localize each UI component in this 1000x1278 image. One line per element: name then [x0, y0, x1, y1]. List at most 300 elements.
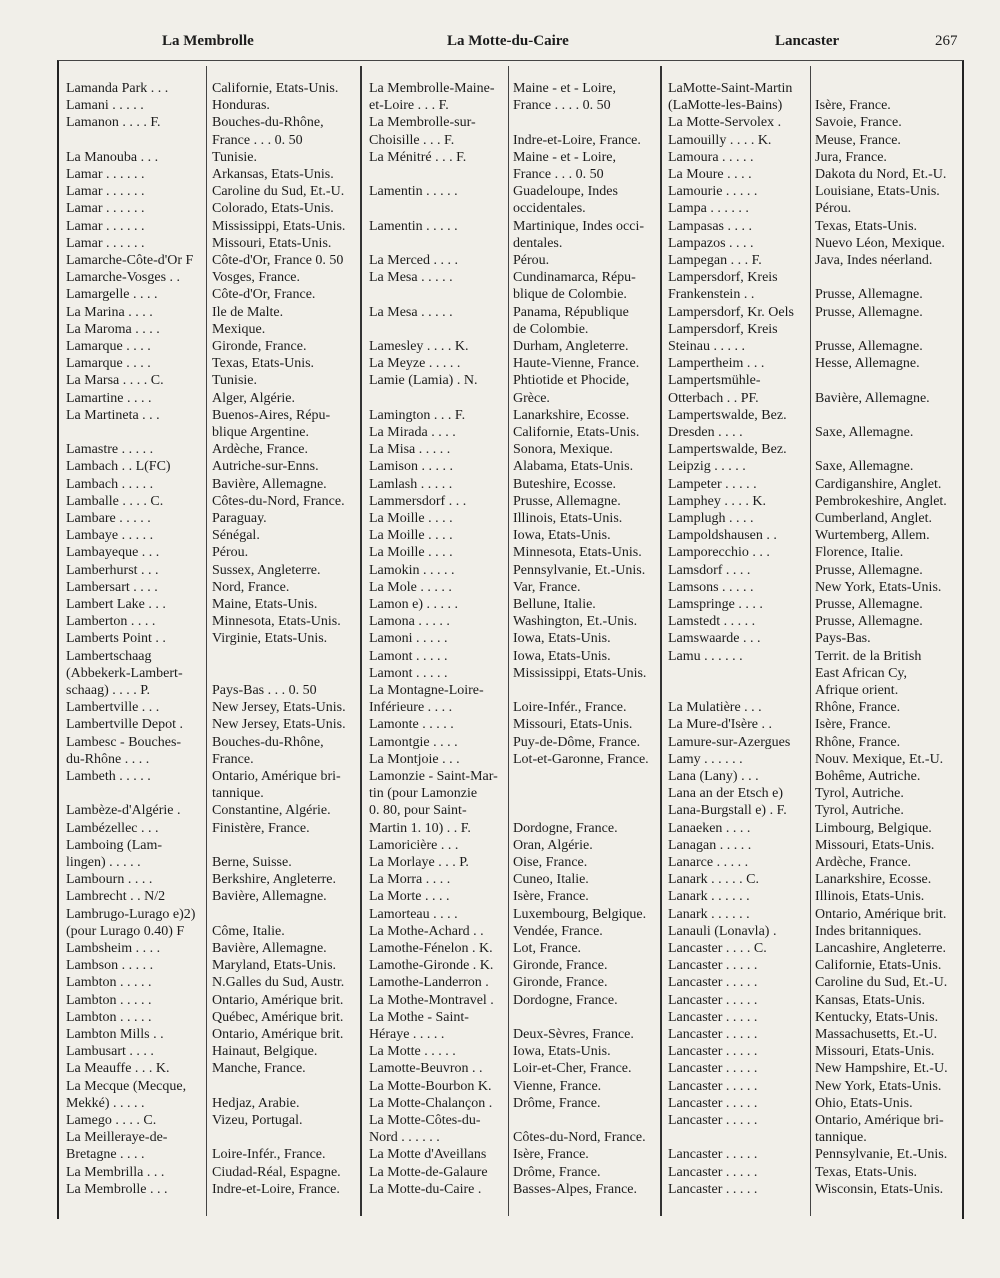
place-name: Lamar . . . . . .: [66, 167, 145, 182]
place-name: Choisille . . . F.: [369, 132, 455, 148]
place-name: La Motte-Servolex .: [668, 115, 782, 131]
place-name: Lamont . . . . .: [369, 648, 448, 664]
place-location: Phtiotide et Phocide,: [513, 373, 630, 389]
place-name: La Motte d'Aveillans: [369, 1147, 487, 1163]
place-name: Lancaster . . . . .: [668, 1078, 758, 1094]
place-location: Tyrol, Autriche.: [815, 803, 904, 819]
place-name: Inférieure . . . .: [369, 700, 453, 716]
place-name: Lamberhurst . . .: [66, 562, 159, 578]
place-name: Nord . . . . . .: [369, 1130, 440, 1146]
place-name: Lamarche-Vosges . .: [66, 270, 181, 286]
place-location: Afrique orient.: [815, 683, 899, 698]
place-location: Caroline du Sud, Et.-U.: [212, 184, 345, 200]
place-name: Leipzig . . . . .: [668, 459, 746, 475]
place-name: Lamotte-Beuvron . .: [369, 1061, 483, 1077]
place-name: La Misa . . . . .: [369, 442, 451, 458]
place-name: La Mole . . . . .: [369, 579, 452, 595]
place-location: Prusse, Allemagne.: [815, 597, 923, 612]
place-name: Lanagan . . . . .: [668, 837, 752, 853]
place-location: Massachusetts, Et.-U.: [815, 1027, 938, 1042]
place-name: Lancaster . . . . .: [668, 1113, 758, 1128]
place-location: Minnesota, Etats-Unis.: [513, 545, 642, 561]
place-name: La Membrolle-Maine-: [369, 81, 495, 96]
place-name: Lanark . . . . . C.: [668, 872, 759, 888]
place-location: Gironde, France.: [513, 975, 608, 991]
place-name: Lambersart . . . .: [66, 579, 158, 595]
place-location: Mexique.: [212, 321, 266, 337]
place-name: Lanark . . . . . .: [668, 906, 750, 922]
place-location: Kansas, Etats-Unis.: [815, 992, 926, 1008]
place-location: Prusse, Allemagne.: [815, 304, 923, 320]
place-name: Lamar . . . . . .: [66, 218, 145, 234]
place-name: La Membrolle . . .: [66, 1181, 168, 1197]
place-location: New York, Etats-Unis.: [815, 579, 942, 595]
place-name: Lampertheim . . .: [668, 356, 765, 372]
header-right-word: Lancaster: [775, 33, 840, 49]
place-location: Bavière, Allemagne.: [212, 941, 327, 956]
place-name: Lammersdorf . . .: [369, 493, 467, 509]
place-location: Lot-et-Garonne, France.: [513, 751, 649, 767]
place-location: Ciudad-Réal, Espagne.: [212, 1164, 341, 1180]
place-location: Sonora, Mexique.: [513, 442, 613, 458]
place-name: Lamastre . . . . .: [66, 442, 154, 458]
place-name: Lamani . . . . .: [66, 98, 144, 114]
place-location: Puy-de-Dôme, France.: [513, 734, 641, 750]
place-location: Deux-Sèvres, France.: [513, 1027, 634, 1042]
place-name: et-Loire . . . F.: [369, 98, 449, 114]
place-name: Martin 1. 10) . . F.: [369, 820, 471, 836]
place-name: Lampersdorf, Kreis: [668, 270, 778, 286]
place-location: Dordogne, France.: [513, 992, 618, 1008]
place-location: Bavière, Allemagne.: [815, 390, 930, 406]
place-name: La Moille . . . .: [369, 511, 453, 526]
place-location: Vienne, France.: [513, 1078, 602, 1094]
place-location: Maine - et - Loire,: [513, 81, 617, 96]
place-name: Lambson . . . . .: [66, 958, 154, 974]
place-location: Cundinamarca, Répu-: [513, 270, 636, 286]
place-name: La Ménitré . . . F.: [369, 149, 467, 165]
place-location: Gironde, France.: [513, 958, 608, 974]
place-name: Lamy . . . . . .: [668, 751, 743, 767]
place-location: Java, Indes néerland.: [815, 253, 933, 268]
place-location: N.Galles du Sud, Austr.: [212, 975, 345, 991]
place-location: Pennsylvanie, Et.-Unis.: [815, 1147, 948, 1163]
place-name: La Mesa . . . . .: [369, 270, 453, 286]
place-name: Lambrecht . . N/2: [66, 889, 166, 905]
place-location: New Jersey, Etats-Unis.: [212, 717, 346, 733]
place-name: Dresden . . . .: [668, 425, 743, 440]
place-name: La Meauffe . . . K.: [66, 1061, 170, 1077]
place-location: Ontario, Amérique brit.: [212, 992, 344, 1008]
place-name: Lamothe-Landerron .: [369, 975, 489, 991]
place-location: Isère, France.: [815, 717, 891, 733]
place-location: Savoie, France.: [815, 115, 902, 131]
place-name: La Membrilla . . .: [66, 1164, 165, 1180]
place-name: Lancaster . . . . .: [668, 1061, 758, 1077]
place-location: Minnesota, Etats-Unis.: [212, 614, 341, 630]
place-location: Wurtemberg, Allem.: [815, 528, 930, 544]
place-name: La Morlaye . . . P.: [369, 855, 469, 870]
place-name: Lamplugh . . . .: [668, 511, 754, 526]
place-location: Saxe, Allemagne.: [815, 459, 914, 475]
place-location: Colorado, Etats-Unis.: [212, 201, 334, 217]
place-name: Lamberts Point . .: [66, 631, 166, 647]
place-name: Lamont . . . . .: [369, 665, 448, 681]
place-name: La Motte-Chalançon .: [369, 1095, 493, 1111]
place-location: Maine - et - Loire,: [513, 149, 617, 165]
place-location: Isère, France.: [815, 98, 891, 114]
place-location: Sussex, Angleterre.: [212, 562, 321, 578]
place-location: New Jersey, Etats-Unis.: [212, 700, 346, 716]
place-location: Jura, France.: [815, 149, 887, 165]
place-name: La Marsa . . . . C.: [66, 373, 164, 389]
place-name: Lampertsmühle-: [668, 373, 761, 389]
column-divider: [206, 66, 207, 1216]
place-location: Prusse, Allemagne.: [815, 287, 923, 303]
place-location: Pembrokeshire, Anglet.: [815, 493, 947, 509]
place-name: La Mulatière . . .: [668, 700, 762, 716]
place-name: Lamure-sur-Azergues: [668, 734, 791, 750]
place-name: Lamorteau . . . .: [369, 906, 458, 922]
place-name: Lamarque . . . .: [66, 356, 151, 372]
place-name: Lambesc - Bouches-: [66, 734, 182, 750]
place-location: Constantine, Algérie.: [212, 803, 331, 819]
place-location: blique Argentine.: [212, 425, 309, 440]
place-name: Lambach . . . . .: [66, 476, 154, 492]
place-location: Guadeloupe, Indes: [513, 184, 618, 200]
place-location: New Hampshire, Et.-U.: [815, 1061, 948, 1077]
place-location: Vizeu, Portugal.: [212, 1113, 303, 1128]
place-name: Lampersdorf, Kr. Oels: [668, 304, 794, 320]
place-location: Berkshire, Angleterre.: [212, 872, 337, 888]
place-location: Ardèche, France.: [815, 855, 912, 870]
place-location: Isère, France.: [513, 1147, 589, 1163]
place-name: Lamporecchio . . .: [668, 545, 770, 561]
place-name: Lancaster . . . . .: [668, 1009, 758, 1025]
place-location: Oise, France.: [513, 855, 588, 870]
place-location: Cardiganshire, Anglet.: [815, 476, 942, 492]
place-name: Otterbach . . PF.: [668, 390, 759, 406]
place-name: Lamanda Park . . .: [66, 81, 169, 96]
place-location: Paraguay.: [212, 511, 267, 526]
place-location: Ontario, Amérique bri-: [815, 1113, 944, 1128]
place-name: Lambsheim . . . .: [66, 941, 161, 956]
place-location: Prusse, Allemagne.: [815, 339, 923, 354]
place-name: Lambusart . . . .: [66, 1044, 154, 1060]
place-name: Lambertschaag: [66, 648, 152, 664]
place-name: La Motte-de-Galaure: [369, 1164, 488, 1180]
place-name: Lamarque . . . .: [66, 339, 151, 354]
place-name: Lamballe . . . . C.: [66, 493, 164, 509]
place-location: Pays-Bas.: [815, 631, 871, 647]
place-location: Bouches-du-Rhône,: [212, 734, 324, 750]
place-name: Lamartine . . . .: [66, 390, 152, 406]
place-location: Louisiane, Etats-Unis.: [815, 184, 940, 200]
place-location: Côte-d'Or, France 0. 50: [212, 253, 344, 268]
place-name: La Manouba . . .: [66, 149, 159, 165]
place-location: Var, France.: [513, 579, 581, 595]
place-location: East African Cy,: [815, 665, 908, 681]
place-name: Lambézellec . . .: [66, 820, 159, 836]
place-name: Lamouilly . . . . K.: [668, 132, 772, 148]
place-name: Lamanon . . . . F.: [66, 115, 161, 131]
place-location: Tunisie.: [212, 373, 258, 389]
place-name: La Montjoie . . .: [369, 751, 460, 767]
place-location: Pérou.: [212, 545, 249, 561]
place-location: Cuneo, Italie.: [513, 872, 589, 888]
place-name: Lancaster . . . . .: [668, 1181, 758, 1197]
place-name: La Mure-d'Isère . .: [668, 717, 772, 733]
place-location: Indes britanniques.: [815, 923, 922, 939]
place-name: Lambton Mills . .: [66, 1027, 164, 1042]
place-name: Lamar . . . . . .: [66, 184, 145, 200]
place-location: Hedjaz, Arabie.: [212, 1095, 300, 1111]
place-location: Vendée, France.: [513, 923, 603, 939]
place-location: France . . . 0. 50: [513, 167, 604, 182]
place-name: Lamison . . . . .: [369, 459, 453, 475]
place-location: Washington, Et.-Unis.: [513, 614, 638, 630]
place-location: Ontario, Amérique brit.: [212, 1027, 344, 1042]
place-name: Lambèze-d'Algérie .: [66, 803, 181, 819]
header-left-word: La Membrolle: [162, 33, 254, 49]
place-location: Oran, Algérie.: [513, 837, 593, 853]
place-name: Lamego . . . . C.: [66, 1113, 157, 1128]
place-location: Iowa, Etats-Unis.: [513, 631, 611, 647]
place-name: Lampersdorf, Kreis: [668, 321, 778, 337]
place-location: Pérou.: [815, 201, 852, 217]
place-location: Rhône, France.: [815, 734, 901, 750]
place-name: Lambourn . . . .: [66, 872, 153, 888]
place-location: Panama, République: [513, 304, 629, 320]
place-name: Lancaster . . . . .: [668, 958, 758, 974]
column-divider: [360, 66, 362, 1216]
place-name: Lancaster . . . . .: [668, 992, 758, 1008]
place-name: Lamington . . . F.: [369, 407, 466, 423]
column-divider: [508, 66, 509, 1216]
place-location: Tyrol, Autriche.: [815, 786, 904, 802]
place-name: La Moille . . . .: [369, 545, 453, 561]
place-name: La Motte . . . . .: [369, 1044, 456, 1060]
place-name: Lamspringe . . . .: [668, 597, 763, 612]
place-name: Lamon e) . . . . .: [369, 597, 459, 612]
place-location: Arkansas, Etats-Unis.: [212, 167, 334, 182]
place-name: La Mirada . . . .: [369, 425, 456, 440]
place-location: Vosges, France.: [212, 270, 301, 286]
place-location: Nord, France.: [212, 579, 290, 595]
place-location: Bavière, Allemagne.: [212, 476, 327, 492]
place-name: Lancaster . . . . .: [668, 1044, 758, 1060]
place-name: Mekké) . . . . .: [66, 1095, 145, 1111]
place-location: Autriche-sur-Enns.: [212, 459, 319, 475]
place-location: Martinique, Indes occi-: [513, 218, 645, 234]
place-name: Lamothe-Gironde . K.: [369, 958, 494, 974]
place-location: New York, Etats-Unis.: [815, 1078, 942, 1094]
place-location: Sénégal.: [212, 528, 260, 544]
place-location: Drôme, France.: [513, 1095, 601, 1111]
place-location: Manche, France.: [212, 1061, 306, 1077]
place-location: Québec, Amérique brit.: [212, 1009, 344, 1025]
place-location: Californie, Etats-Unis.: [212, 81, 339, 96]
place-name: Lamonzie - Saint-Mar-: [369, 769, 498, 784]
place-name: Lana-Burgstall e) . F.: [668, 803, 787, 819]
place-name: Lampa . . . . . .: [668, 201, 749, 217]
place-location: Meuse, France.: [815, 132, 901, 148]
place-location: Iowa, Etats-Unis.: [513, 648, 611, 664]
place-location: France . . . . 0. 50: [513, 98, 611, 114]
place-location: Prusse, Allemagne.: [815, 562, 923, 578]
place-name: Lamokin . . . . .: [369, 562, 455, 578]
place-name: Lambrugo-Lurago e)2): [66, 906, 196, 922]
place-location: tannique.: [212, 786, 264, 802]
place-location: Gironde, France.: [212, 339, 307, 354]
place-location: Kentucky, Etats-Unis.: [815, 1009, 939, 1025]
place-location: Isère, France.: [513, 889, 589, 905]
place-location: Caroline du Sud, Et.-U.: [815, 975, 948, 991]
place-location: Texas, Etats-Unis.: [815, 1164, 918, 1180]
place-location: Florence, Italie.: [815, 545, 904, 561]
place-name: Lamontgie . . . .: [369, 734, 458, 750]
place-location: Illinois, Etats-Unis.: [815, 889, 925, 905]
place-name: La Morte . . . .: [369, 889, 450, 905]
place-location: Ontario, Amérique bri-: [212, 769, 341, 784]
place-name: Lancaster . . . . .: [668, 1147, 758, 1163]
place-name: Lambaye . . . . .: [66, 528, 154, 544]
place-location: Indre-et-Loire, France.: [212, 1181, 340, 1197]
place-location: Drôme, France.: [513, 1164, 601, 1180]
place-name: La Meyze . . . . .: [369, 356, 461, 372]
place-name: La Merced . . . .: [369, 253, 459, 268]
place-name: Lana (Lany) . . .: [668, 769, 759, 784]
place-location: Honduras.: [212, 98, 270, 114]
place-location: Lanarkshire, Ecosse.: [815, 872, 932, 888]
place-name: lingen) . . . . .: [66, 855, 141, 870]
place-location: Rhône, France.: [815, 700, 901, 716]
place-location: Tunisie.: [212, 149, 258, 165]
place-location: Loir-et-Cher, France.: [513, 1061, 632, 1077]
place-location: Nuevo Léon, Mexique.: [815, 235, 945, 251]
place-name: La Mothe-Montravel .: [369, 992, 494, 1008]
place-name: La Mecque (Mecque,: [66, 1078, 187, 1094]
place-location: Prusse, Allemagne.: [815, 614, 923, 630]
place-name: Lamie (Lamia) . N.: [369, 373, 478, 389]
place-location: Missouri, Etats-Unis.: [513, 717, 633, 733]
place-name: (pour Lurago 0.40) F: [66, 923, 185, 939]
place-name: La Morra . . . .: [369, 872, 451, 888]
place-name: Lamentin . . . . .: [369, 184, 458, 200]
place-name: Lambton . . . . .: [66, 992, 152, 1008]
place-name: Lanarce . . . . .: [668, 855, 749, 870]
place-location: Territ. de la British: [815, 648, 922, 664]
header-center-word: La Motte-du-Caire: [447, 33, 569, 49]
place-name: Lamu . . . . . .: [668, 648, 743, 664]
place-location: Iowa, Etats-Unis.: [513, 528, 611, 544]
place-name: Lamoura . . . . .: [668, 149, 754, 165]
place-name: Lambert Lake . . .: [66, 597, 166, 612]
place-name: Lanark . . . . . .: [668, 889, 750, 905]
place-name: Lamoricière . . .: [369, 837, 459, 853]
place-location: Texas, Etats-Unis.: [815, 218, 918, 234]
place-name: Lambton . . . . .: [66, 1009, 152, 1025]
place-location: Ile de Malte.: [212, 304, 284, 320]
place-name: Lamboing (Lam-: [66, 837, 163, 853]
column-divider: [810, 66, 811, 1216]
place-location: Missouri, Etats-Unis.: [815, 837, 935, 853]
place-name: 0. 80, pour Saint-: [369, 803, 467, 819]
place-name: LaMotte-Saint-Martin: [668, 81, 793, 96]
place-name: Lampasas . . . .: [668, 218, 752, 234]
place-location: Luxembourg, Belgique.: [513, 906, 647, 922]
place-location: Texas, Etats-Unis.: [212, 356, 315, 372]
place-location: Lanarkshire, Ecosse.: [513, 407, 630, 423]
place-location: Cumberland, Anglet.: [815, 511, 933, 526]
place-location: Limbourg, Belgique.: [815, 820, 932, 836]
place-name: Lampegan . . . F.: [668, 253, 762, 268]
place-name: Lamothe-Fénelon . K.: [369, 941, 493, 956]
place-name: Lancaster . . . . C.: [668, 941, 767, 956]
place-name: Lamsdorf . . . .: [668, 562, 751, 578]
place-name: Lamar . . . . . .: [66, 201, 145, 217]
place-location: Buenos-Aires, Répu-: [212, 407, 331, 423]
page-number: 267: [935, 33, 958, 49]
place-location: Côme, Italie.: [212, 923, 285, 939]
place-location: Pays-Bas . . . 0. 50: [212, 683, 317, 698]
place-name: Lana an der Etsch e): [668, 786, 784, 802]
place-name: La Meilleraye-de-: [66, 1130, 168, 1146]
place-name: Lamberton . . . .: [66, 614, 156, 630]
place-location: Illinois, Etats-Unis.: [513, 511, 623, 526]
place-location: Maine, Etats-Unis.: [212, 597, 318, 612]
place-name: Lancaster . . . . .: [668, 1164, 758, 1180]
place-location: Alger, Algérie.: [212, 390, 296, 406]
place-name: Lamswaarde . . .: [668, 631, 761, 647]
place-name: (LaMotte-les-Bains): [668, 98, 783, 114]
place-location: Californie, Etats-Unis.: [815, 958, 942, 974]
place-name: La Maroma . . . .: [66, 321, 160, 337]
place-name: La Mothe-Achard . .: [369, 923, 484, 939]
place-location: Dakota du Nord, Et.-U.: [815, 167, 947, 182]
place-name: La Marina . . . .: [66, 304, 153, 320]
place-location: Côte-d'Or, France.: [212, 287, 316, 303]
place-name: Lambton . . . . .: [66, 975, 152, 991]
place-name: Lamona . . . . .: [369, 614, 450, 630]
place-name: Lambare . . . . .: [66, 511, 151, 526]
place-location: Bouches-du-Rhône,: [212, 115, 324, 131]
place-name: Lancaster . . . . .: [668, 975, 758, 991]
place-name: tin (pour Lamonzie: [369, 786, 478, 802]
place-name: La Mothe - Saint-: [369, 1009, 469, 1025]
place-location: Bavière, Allemagne.: [212, 889, 327, 905]
place-name: La Motte-du-Caire .: [369, 1181, 482, 1197]
place-name: Lampeter . . . . .: [668, 476, 757, 492]
place-location: Grèce.: [513, 390, 550, 406]
place-name: La Membrolle-sur-: [369, 115, 476, 131]
place-name: Lancaster . . . . .: [668, 1095, 758, 1111]
place-name: Lampoldshausen . .: [668, 528, 777, 544]
place-location: Lancashire, Angleterre.: [815, 941, 946, 956]
place-name: La Moille . . . .: [369, 528, 453, 544]
place-name: Lamoni . . . . .: [369, 631, 448, 647]
place-location: Hesse, Allemagne.: [815, 356, 920, 372]
place-location: Haute-Vienne, France.: [513, 356, 640, 372]
place-location: France . . . 0. 50: [212, 132, 303, 148]
place-name: Lambeth . . . . .: [66, 769, 151, 784]
place-location: de Colombie.: [513, 321, 589, 337]
place-location: Ardèche, France.: [212, 442, 309, 458]
place-name: Lamstedt . . . . .: [668, 614, 756, 630]
place-location: occidentales.: [513, 201, 586, 217]
place-location: Iowa, Etats-Unis.: [513, 1044, 611, 1060]
place-location: Wisconsin, Etats-Unis.: [815, 1181, 944, 1197]
